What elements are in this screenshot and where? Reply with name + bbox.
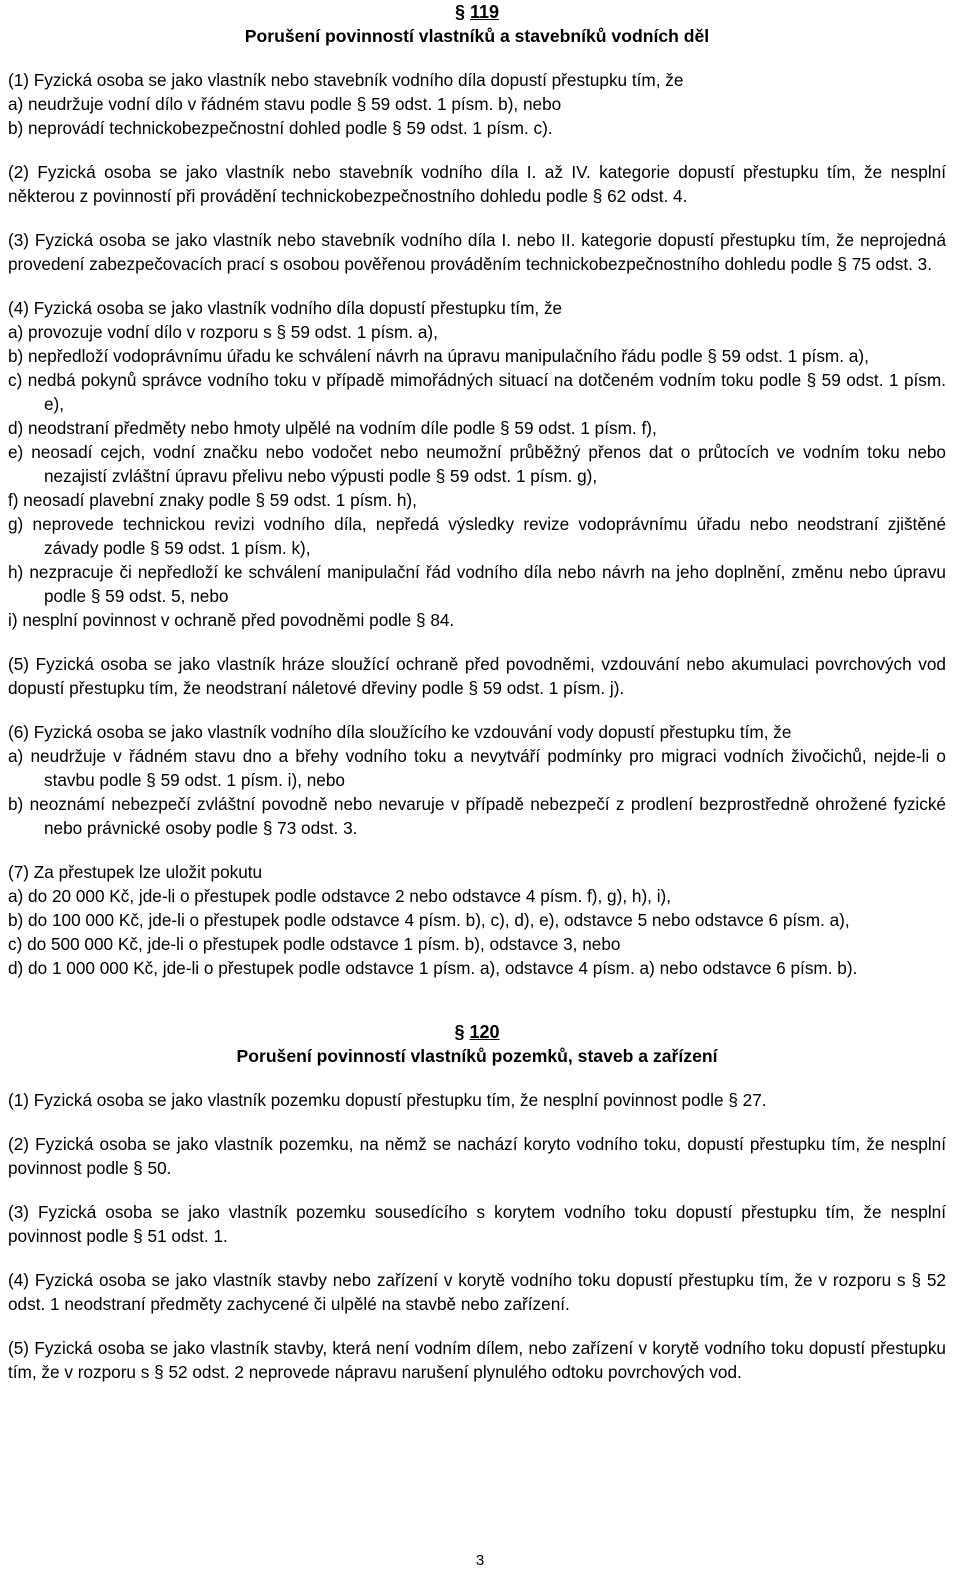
list-item: d) neodstraní předměty nebo hmoty ulpělé na vodním díle podle § 59 odst. 1 písm. f), (8, 418, 657, 438)
list-item: b) neprovádí technickobezpečnostní dohled podle § 59 odst. 1 písm. c). (8, 118, 553, 138)
list-item: b) neoznámí nebezpečí zvláštní povodně nebo nevaruje v případě nebezpečí z prodlení bezprostředně ohrožené fyzické nebo právnické osoby podle § 73 odst. 3. (8, 794, 946, 838)
page-number: 3 (475, 1552, 485, 1569)
paragraph: (2) Fyzická osoba se jako vlastník nebo stavebník vodního díla I. až IV. kategorie dopustí přestupku tím, že nesplní některou z povinností při provádění technickobezpečnostního dohledu podle § 62 odst. 4. (8, 162, 946, 206)
paragraph-lead: (1) Fyzická osoba se jako vlastník nebo stavebník vodního díla dopustí přestupku tím, že (8, 70, 684, 90)
list-item: f) neosadí plavební znaky podle § 59 odst. 1 písm. h), (8, 490, 417, 510)
paragraph-lead: (4) Fyzická osoba se jako vlastník vodního díla dopustí přestupku tím, že (8, 298, 563, 318)
list-item: d) do 1 000 000 Kč, jde-li o přestupek podle odstavce 1 písm. a), odstavce 4 písm. a) nebo odstavce 6 písm. b). (8, 958, 858, 978)
section-heading (8, 0, 946, 48)
list-item: c) nedbá pokynů správce vodního toku v případě mimořádných situací na dotčeném vodním toku podle § 59 odst. 1 písm. e), (8, 370, 946, 414)
section-number: § 119 (454, 2, 500, 22)
list-item: g) neprovede technickou revizi vodního díla, nepředá výsledky revize vodoprávnímu úřadu nebo neodstraní zjištěné závady podle § 59 odst. 1 písm. k), (8, 514, 946, 558)
paragraph: (1) Fyzická osoba se jako vlastník pozemku dopustí přestupku tím, že nesplní povinnost podle § 27. (8, 1090, 767, 1110)
paragraph: (3) Fyzická osoba se jako vlastník nebo stavebník vodního díla I. nebo II. kategorie dopustí přestupku tím, že neprojedná provedení zabezpečovacích prací s osobou pověřenou prováděním technickobezpečnostního dohledu podle § 75 odst. 3. (8, 230, 946, 274)
section-title: Porušení povinností vlastníků a stavebníků vodních děl (244, 26, 710, 46)
list-item: a) do 20 000 Kč, jde-li o přestupek podle odstavce 2 nebo odstavce 4 písm. f), g), h), i), (8, 886, 672, 906)
paragraph-lead: (6) Fyzická osoba se jako vlastník vodního díla sloužícího ke vzdouvání vody dopustí přestupku tím, že (8, 722, 792, 742)
section-number: § 120 (454, 1022, 500, 1042)
list-item: i) nesplní povinnost v ochraně před povodněmi podle § 84. (8, 610, 455, 630)
list-item: a) neudržuje v řádném stavu dno a břehy vodního toku a nevytváří podmínky pro migraci vodních živočichů, nejde-li o stavbu podle § 59 odst. 1 písm. i), nebo (8, 746, 946, 790)
list-item: e) neosadí cejch, vodní značku nebo vodočet nebo neumožní průběžný přenos dat o průtocích ve vodním toku nebo nezajistí zvláštní úpravu přelivu nebo výpusti podle § 59 odst. 1 písm. g), (8, 442, 946, 486)
paragraph-lead: (7) Za přestupek lze uložit pokutu (8, 862, 263, 882)
list-item: b) nepředloží vodoprávnímu úřadu ke schválení návrh na úpravu manipulačního řádu podle § 59 odst. 1 písm. a), (8, 346, 869, 366)
list-item: a) neudržuje vodní dílo v řádném stavu podle § 59 odst. 1 písm. b), nebo (8, 94, 562, 114)
paragraph: (5) Fyzická osoba se jako vlastník hráze sloužící ochraně před povodněmi, vzdouvání nebo akumulaci povrchových vod dopustí přestupku tím, že neodstraní náletové dřeviny podle § 59 odst. 1 písm. j). (8, 654, 946, 698)
paragraph: (4) Fyzická osoba se jako vlastník stavby nebo zařízení v korytě vodního toku dopustí přestupku tím, že v rozporu s § 52 odst. 1 neodstraní předměty zachycené či ulpělé na stavbě nebo zařízení. (8, 1270, 946, 1314)
paragraph: (2) Fyzická osoba se jako vlastník pozemku, na němž se nachází koryto vodního toku, dopustí přestupku tím, že nesplní povinnost podle § 50. (8, 1134, 946, 1178)
list-item: a) provozuje vodní dílo v rozporu s § 59 odst. 1 písm. a), (8, 322, 438, 342)
list-item: b) do 100 000 Kč, jde-li o přestupek podle odstavce 4 písm. b), c), d), e), odstavce 5 nebo odstavce 6 písm. a), (8, 910, 850, 930)
section-title: Porušení povinností vlastníků pozemků, staveb a zařízení (236, 1046, 718, 1066)
section-heading (8, 1020, 946, 1068)
list-item: c) do 500 000 Kč, jde-li o přestupek podle odstavce 1 písm. b), odstavce 3, nebo (8, 934, 621, 954)
paragraph: (3) Fyzická osoba se jako vlastník pozemku sousedícího s korytem vodního toku dopustí přestupku tím, že nesplní povinnost podle § 51 odst. 1. (8, 1202, 946, 1246)
list-item: h) nezpracuje či nepředloží ke schválení manipulační řád vodního díla nebo návrh na jeho doplnění, změnu nebo úpravu podle § 59 odst. 5, nebo (8, 562, 946, 606)
document-body (8, 0, 946, 1384)
paragraph: (5) Fyzická osoba se jako vlastník stavby, která není vodním dílem, nebo zařízení v korytě vodního toku dopustí přestupku tím, že v rozporu s § 52 odst. 2 neprovede nápravu narušení plynulého odtoku povrchových vod. (8, 1338, 946, 1382)
